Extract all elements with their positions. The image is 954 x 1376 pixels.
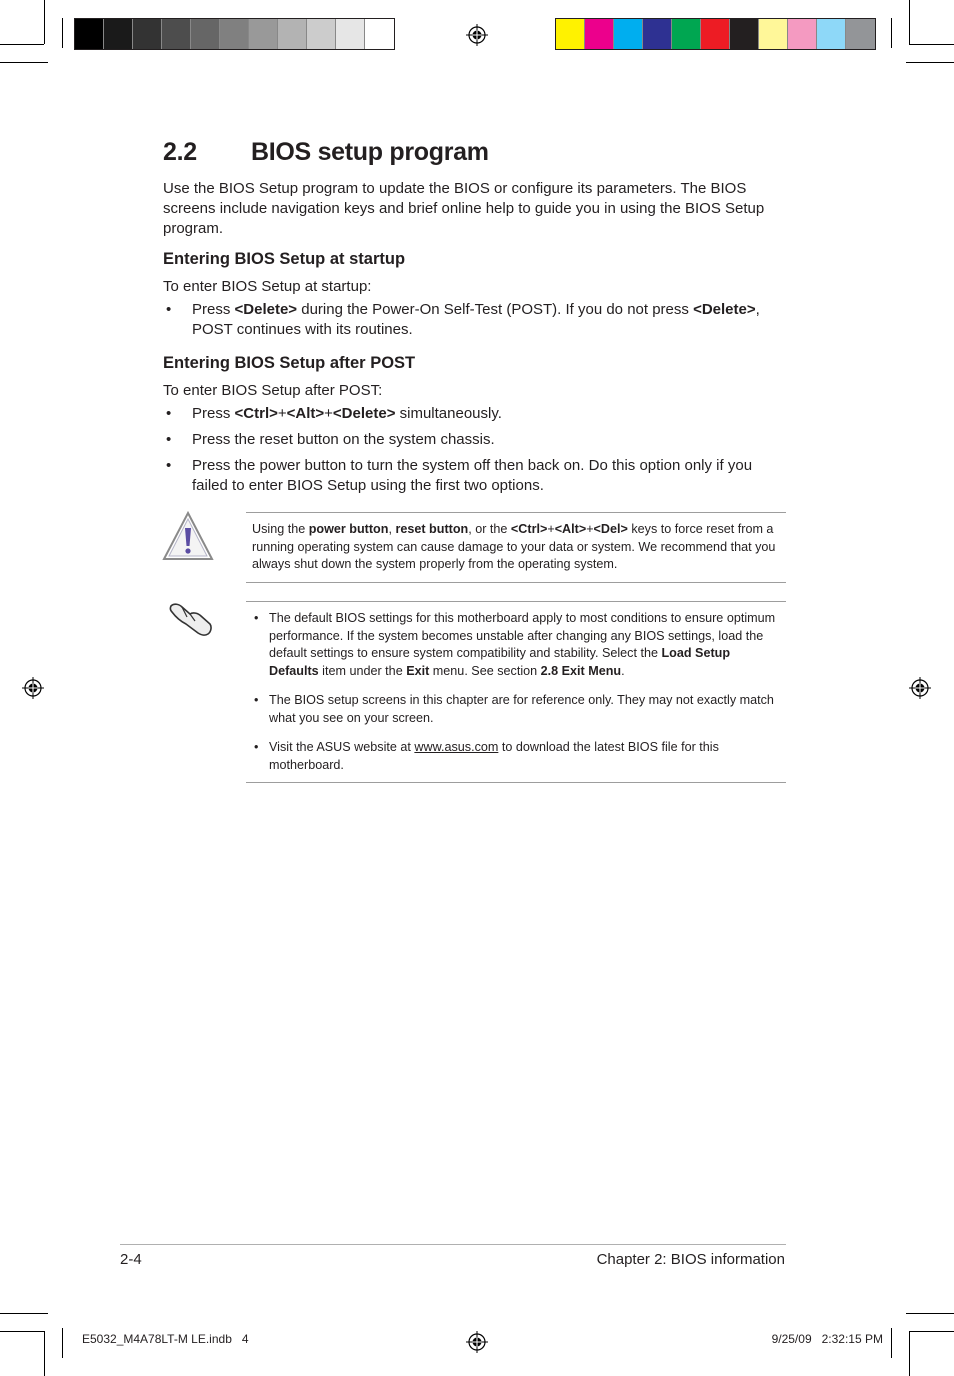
divider (246, 601, 786, 602)
color-swatch (846, 19, 875, 49)
color-swatch (336, 19, 365, 49)
list-item: • Visit the ASUS website at www.asus.com to download the latest BIOS file for this motherboard. (254, 740, 719, 772)
crop-mark (891, 1328, 892, 1358)
crop-mark (909, 1331, 910, 1376)
crop-mark (909, 0, 910, 44)
crop-mark (44, 1331, 45, 1376)
list-item: • Press <Ctrl>+<Alt>+<Delete> simultaneously. (166, 405, 502, 422)
color-swatch (701, 19, 730, 49)
section-title (163, 138, 489, 167)
registration-mark-icon (22, 677, 44, 699)
bullet-marker: • (254, 693, 259, 707)
section-title-text: BIOS setup program (251, 138, 489, 166)
list-item: • Press <Delete> during the Power-On Self-Test (POST). If you do not press <Delete>, POST continues with its routines. (166, 301, 760, 338)
after-post-heading: Entering BIOS Setup after POST (163, 354, 416, 372)
color-swatch (133, 19, 162, 49)
footer-rule (120, 1244, 786, 1245)
divider (246, 512, 786, 513)
warning-text: Using the power button, reset button, or the <Ctrl>+<Alt>+<Del> keys to force reset from a running operating system can cause damage to your data or system. We recommend that you always shut down the system properly from the operating system. (252, 522, 776, 571)
color-swatch (817, 19, 846, 49)
registration-mark-icon (466, 24, 488, 46)
slug-filename: E5032_M4A78LT-M LE.indb 4 (82, 1332, 249, 1346)
divider (246, 582, 786, 583)
color-swatch (278, 19, 307, 49)
color-swatch (788, 19, 817, 49)
bullet-marker: • (254, 740, 259, 754)
crop-mark (0, 1331, 44, 1332)
crop-mark (909, 1331, 954, 1332)
color-swatch (220, 19, 249, 49)
color-swatch (191, 19, 220, 49)
note-hand-icon (168, 600, 214, 638)
color-swatch (307, 19, 336, 49)
list-item: • Press the power button to turn the system off then back on. Do this option only if you failed to enter BIOS Setup using the first two options. (166, 457, 753, 494)
color-swatch (556, 19, 585, 49)
crop-mark (891, 18, 892, 48)
bullet-marker: • (166, 431, 172, 448)
asus-website-link[interactable]: www.asus.com (414, 740, 499, 754)
bullet-marker: • (166, 457, 172, 474)
warning-triangle-icon (162, 510, 214, 562)
registration-mark-icon (909, 677, 931, 699)
crop-mark (44, 0, 45, 44)
color-swatch (162, 19, 191, 49)
startup-lead: To enter BIOS Setup at startup: (163, 278, 372, 295)
color-swatch (75, 19, 104, 49)
list-item: • The default BIOS settings for this motherboard apply to most conditions to ensure optimum performance. If the system becomes unstable after changing any BIOS settings, load the default settings to ensure system compatibility and stability. Select the Load Setup Defaults item under the Exit menu. See section 2.8 Exit Menu. (254, 611, 776, 678)
bullet-marker: • (254, 611, 259, 625)
chapter-label: Chapter 2: BIOS information (596, 1251, 785, 1268)
color-swatch (672, 19, 701, 49)
color-swatch (585, 19, 614, 49)
list-item: • Press the reset button on the system chassis. (166, 431, 495, 448)
crop-mark (0, 62, 48, 63)
bullet-marker: • (166, 301, 172, 318)
color-swatch (104, 19, 133, 49)
crop-mark (62, 1328, 63, 1358)
crop-mark (62, 18, 63, 48)
divider (246, 782, 786, 783)
color-swatch (643, 19, 672, 49)
list-item: • The BIOS setup screens in this chapter are for reference only. They may not exactly match what you see on your screen. (254, 693, 774, 725)
crop-mark (906, 1313, 954, 1314)
crop-mark (906, 62, 954, 63)
intro-paragraph: Use the BIOS Setup program to update the BIOS or configure its parameters. The BIOS screens include navigation keys and brief online help to guide you in using the BIOS Setup program. (163, 180, 765, 237)
color-swatch (365, 19, 394, 49)
crop-mark (909, 44, 954, 45)
color-swatch (730, 19, 759, 49)
after-post-lead: To enter BIOS Setup after POST: (163, 382, 383, 399)
color-swatch (249, 19, 278, 49)
slug-timestamp: 9/25/09 2:32:15 PM (771, 1332, 883, 1346)
grayscale-calibration-bar (74, 18, 395, 50)
color-swatch (614, 19, 643, 49)
bullet-marker: • (166, 405, 172, 422)
color-swatch (759, 19, 788, 49)
startup-heading: Entering BIOS Setup at startup (163, 250, 406, 268)
section-number: 2.2 (163, 138, 197, 166)
crop-mark (0, 44, 44, 45)
crop-mark (0, 1313, 48, 1314)
color-calibration-bar (555, 18, 876, 50)
registration-mark-icon (466, 1331, 488, 1353)
page-number: 2-4 (120, 1251, 142, 1268)
